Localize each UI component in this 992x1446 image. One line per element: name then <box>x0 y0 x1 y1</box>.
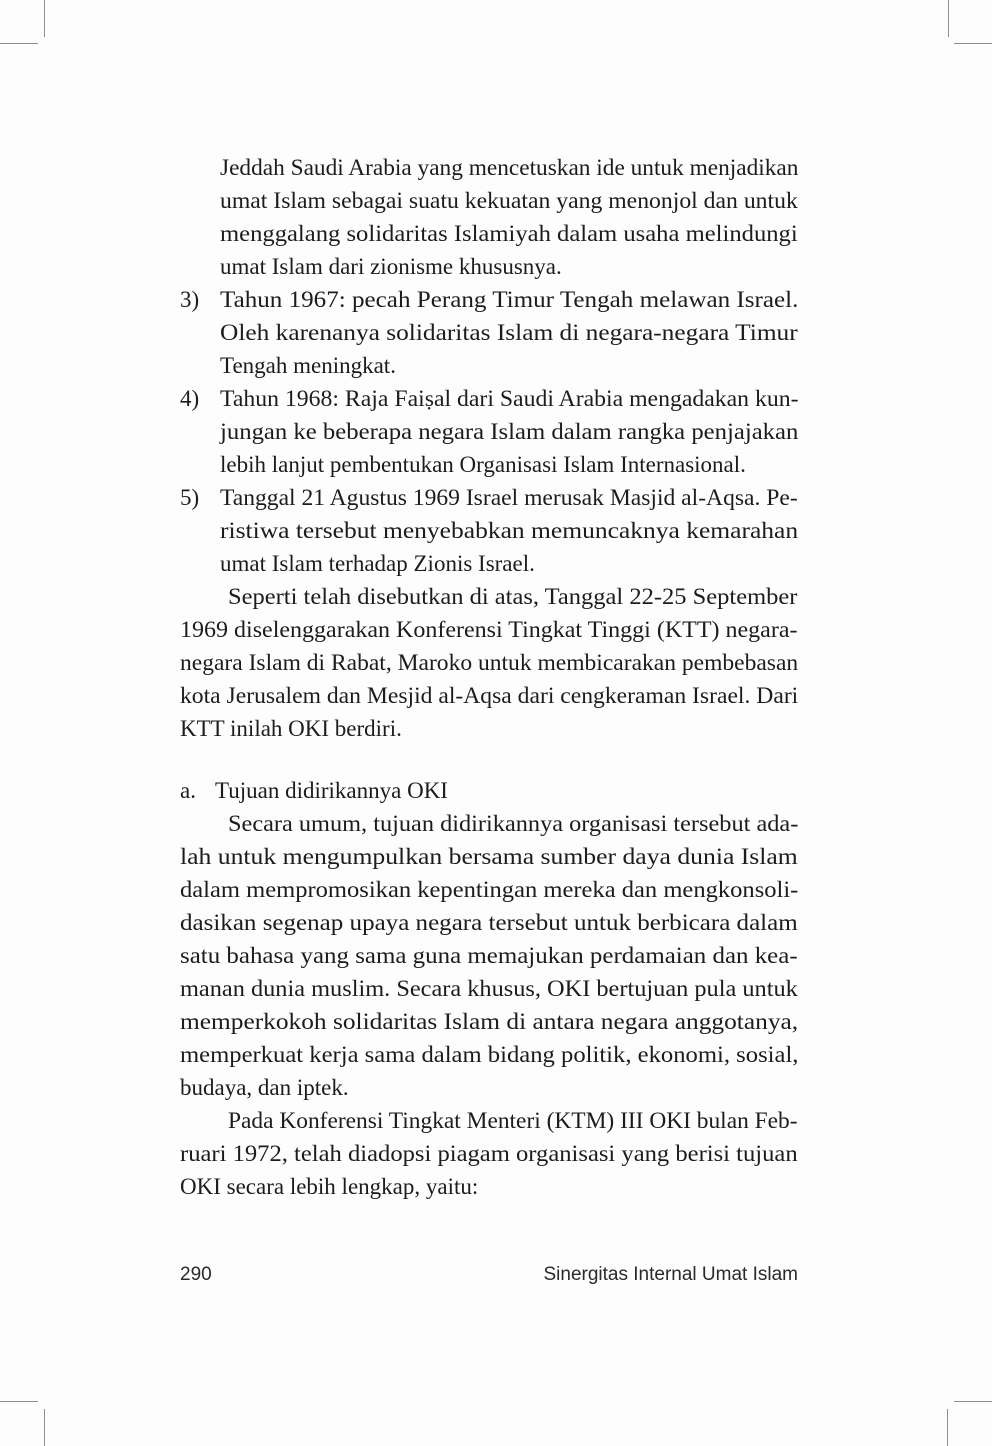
text-line: budaya, dan iptek. <box>180 1075 349 1100</box>
text-line-row <box>220 151 798 184</box>
paragraph <box>180 1104 798 1203</box>
page-footer <box>180 1263 798 1287</box>
heading-marker: a. <box>180 778 196 803</box>
text-column <box>180 151 798 1203</box>
text-line: umat Islam dari zionisme khususnya. <box>220 254 562 279</box>
text-line-row <box>180 1038 798 1071</box>
continuation <box>180 151 798 283</box>
text-line: memperkuat kerja sama dalam bidang politik, ekonomi, sosial, <box>180 1042 799 1067</box>
text-line-row <box>180 807 798 840</box>
text-line-row <box>220 184 798 217</box>
text-line: KTT inilah OKI berdiri. <box>180 716 402 741</box>
text-line: Secara umum, tujuan didirikannya organisasi tersebut ada- <box>228 811 799 836</box>
text-line: manan dunia muslim. Secara khusus, OKI bertujuan pula untuk <box>180 976 798 1001</box>
list-marker: 3) <box>180 287 200 312</box>
text-line: Jeddah Saudi Arabia yang mencetuskan ide untuk menjadikan <box>220 155 799 180</box>
running-title: Sinergitas Internal Umat Islam <box>543 1264 798 1285</box>
text-line: umat Islam sebagai suatu kekuatan yang menonjol dan untuk <box>220 188 798 213</box>
crop-mark-bottom-left-horizontal <box>0 1401 38 1402</box>
text-line: Seperti telah disebutkan di atas, Tanggal 22-25 September <box>228 584 798 609</box>
text-line-row <box>180 873 798 906</box>
crop-mark-bottom-right-horizontal <box>954 1401 992 1402</box>
text-line-row <box>180 679 798 712</box>
text-line: OKI secara lebih lengkap, yaitu: <box>180 1174 479 1199</box>
text-line: kota Jerusalem dan Mesjid al-Aqsa dari cengkeraman Israel. Dari <box>180 683 799 708</box>
list-marker: 4) <box>180 386 200 411</box>
text-line: dalam mempromosikan kepentingan mereka dan mengkonsoli- <box>180 877 799 902</box>
text-line: negara Islam di Rabat, Maroko untuk membicarakan pembebasan <box>180 650 799 675</box>
list-item <box>180 481 798 580</box>
crop-mark-top-left-horizontal <box>0 43 38 44</box>
section-heading: Tujuan didirikannya OKI <box>215 778 448 803</box>
text-line: satu bahasa yang sama guna memajukan perdamaian dan kea- <box>180 943 798 968</box>
text-line-row <box>180 646 798 679</box>
text-line-row <box>180 939 798 972</box>
text-line: 1969 diselenggarakan Konferensi Tingkat Tinggi (KTT) negara- <box>180 617 798 642</box>
text-line: lebih lanjut pembentukan Organisasi Islam Internasional. <box>220 452 746 477</box>
text-line-row <box>220 514 798 547</box>
text-line-row <box>180 1005 798 1038</box>
text-line-row <box>180 712 798 745</box>
text-line-row <box>220 250 798 283</box>
text-line-row <box>180 580 798 613</box>
list-item <box>180 382 798 481</box>
text-line-row <box>220 316 798 349</box>
list-marker: 5) <box>180 485 200 510</box>
text-line-row <box>180 972 798 1005</box>
text-line-row <box>220 547 798 580</box>
text-line-row <box>220 481 798 514</box>
text-line-row <box>180 840 798 873</box>
paragraph <box>180 807 798 1104</box>
text-line-row <box>180 1137 798 1170</box>
text-line: lah untuk mengumpulkan bersama sumber daya dunia Islam <box>180 844 798 869</box>
text-line: jungan ke beberapa negara Islam dalam rangka penjajakan <box>220 419 799 444</box>
crop-mark-top-right-vertical <box>948 0 949 37</box>
crop-mark-bottom-left-vertical <box>44 1409 45 1446</box>
text-line-row <box>220 217 798 250</box>
text-line-row <box>180 1170 798 1203</box>
list-item <box>180 283 798 382</box>
page-number: 290 <box>180 1264 212 1285</box>
text-line-row <box>220 283 798 316</box>
text-line: umat Islam terhadap Zionis Israel. <box>220 551 535 576</box>
text-line-row <box>180 906 798 939</box>
crop-mark-bottom-right-vertical <box>947 1409 948 1446</box>
text-line: Tengah meningkat. <box>220 353 396 378</box>
text-line: Tahun 1967: pecah Perang Timur Tengah melawan Israel. <box>220 287 799 312</box>
text-line: ristiwa tersebut menyebabkan memuncaknya kemarahan <box>220 518 799 543</box>
text-line: Oleh karenanya solidaritas Islam di negara-negara Timur <box>220 320 798 345</box>
text-line-row <box>220 448 798 481</box>
text-line-row <box>180 613 798 646</box>
text-line: memperkokoh solidaritas Islam di antara negara anggotanya, <box>180 1009 799 1034</box>
text-line-row <box>220 349 798 382</box>
text-line: dasikan segenap upaya negara tersebut untuk berbicara dalam <box>180 910 798 935</box>
text-line-row <box>180 1104 798 1137</box>
heading <box>180 774 798 807</box>
text-line: menggalang solidaritas Islamiyah dalam usaha melindungi <box>220 221 798 246</box>
text-line: Tanggal 21 Agustus 1969 Israel merusak Masjid al-Aqsa. Pe- <box>220 485 798 510</box>
crop-mark-top-left-vertical <box>44 0 45 37</box>
text-line: ruari 1972, telah diadopsi piagam organisasi yang berisi tujuan <box>180 1141 798 1166</box>
paragraph <box>180 580 798 745</box>
text-line: Pada Konferensi Tingkat Menteri (KTM) III OKI bulan Feb- <box>228 1108 798 1133</box>
text-line: Tahun 1968: Raja Faiṣal dari Saudi Arabia mengadakan kun- <box>220 386 799 411</box>
text-line-row <box>180 1071 798 1104</box>
crop-mark-top-right-horizontal <box>954 43 992 44</box>
text-line-row <box>220 415 798 448</box>
text-line-row <box>220 382 798 415</box>
